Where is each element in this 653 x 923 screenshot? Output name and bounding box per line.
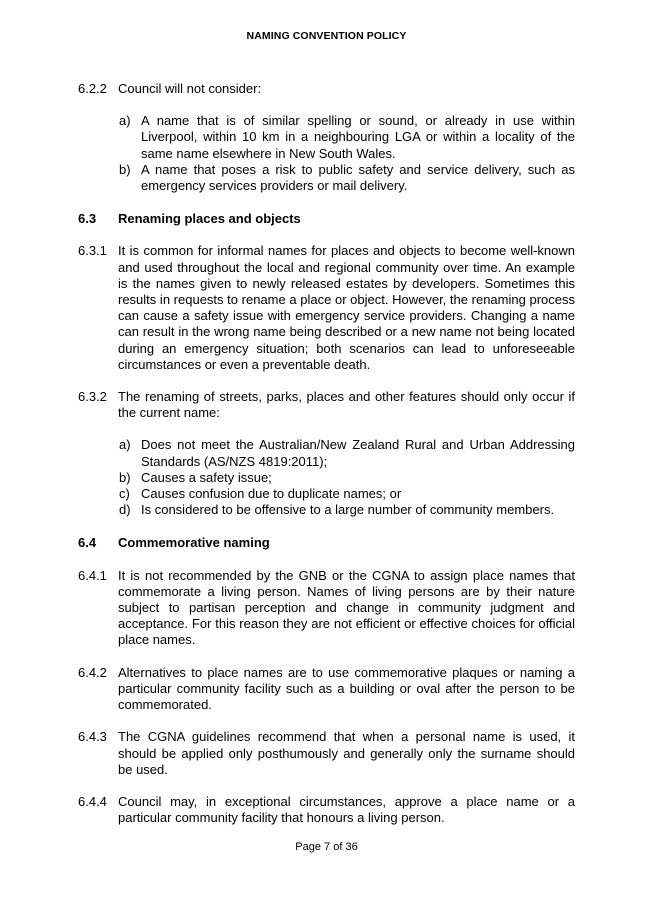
clause-6-4-2 xyxy=(78,665,575,714)
clause-text: The CGNA guidelines recommend that when a personal name is used, it should be applied only posthumously and generally only the surname should be used. xyxy=(118,729,575,777)
list-letter: b) xyxy=(119,161,131,177)
list-letter: a) xyxy=(119,437,131,453)
clause-number: 6.3.2 xyxy=(78,389,107,405)
clause-6-2-2-list xyxy=(119,113,575,194)
list-text: Does not meet the Australian/New Zealand Rural and Urban Addressing Standards (AS/NZS 4819:2011); xyxy=(141,437,575,469)
section-heading-6-3 xyxy=(78,211,575,227)
clause-6-4-1 xyxy=(78,568,575,649)
document-body xyxy=(78,81,575,826)
clause-number: 6.2.2 xyxy=(78,81,107,96)
clause-number: 6.4.4 xyxy=(78,793,107,809)
list-item xyxy=(119,470,575,486)
clause-number: 6.4.3 xyxy=(78,729,107,745)
list-text: A name that poses a risk to public safety and service delivery, such as emergency services providers or mail delivery. xyxy=(141,161,575,194)
clause-6-3-1 xyxy=(78,243,575,373)
list-item xyxy=(119,162,575,194)
clause-6-3-2 xyxy=(78,389,575,421)
list-letter: c) xyxy=(119,486,130,502)
list-text: Causes a safety issue; xyxy=(141,469,272,485)
clause-text: It is not recommended by the GNB or the CGNA to assign place names that commemorate a living person. Names of living persons are by their nature subject to partisan perception and change in community judgment and acceptance. For this reason they are not efficient or effective choices for official place names. xyxy=(118,567,575,648)
list-text: Causes confusion due to duplicate names; or xyxy=(141,486,402,502)
list-letter: d) xyxy=(119,502,131,518)
clause-6-4-4 xyxy=(78,794,575,826)
list-item xyxy=(119,437,575,469)
list-item xyxy=(119,113,575,162)
clause-number: 6.3.1 xyxy=(78,243,107,259)
clause-number: 6.4.1 xyxy=(78,567,107,583)
clause-number: 6.4.2 xyxy=(78,664,107,680)
list-item xyxy=(119,502,575,518)
clause-text: The renaming of streets, parks, places and other features should only occur if the current name: xyxy=(118,389,575,421)
list-text: A name that is of similar spelling or sound, or already in use within Liverpool, within 10 km in a neighbouring LGA or within a locality of the same name elsewhere in New South Wales. xyxy=(141,113,575,161)
section-number: 6.3 xyxy=(78,211,97,227)
clause-text: Council will not consider: xyxy=(118,81,262,96)
section-title: Renaming places and objects xyxy=(118,211,301,227)
clause-text: It is common for informal names for places and objects to become well-known and used throughout the local and regional community over time. An example is the names given to newly released estates by developers. Sometimes this results in requests to rename a place or object. However, the renaming process can cause a safety issue with emergency service providers. Changing a name can result in the wrong name being described or a new name not being located during an emergency situation; both scenarios can lead to unforeseeable circumstances or even a preventable death. xyxy=(118,243,575,372)
section-number: 6.4 xyxy=(78,535,97,551)
section-title: Commemorative naming xyxy=(118,535,270,551)
clause-6-3-2-list xyxy=(119,437,575,518)
page-number: Page 7 of 36 xyxy=(295,841,358,853)
list-item xyxy=(119,486,575,502)
list-letter: a) xyxy=(119,113,131,129)
section-heading-6-4 xyxy=(78,535,575,551)
clause-text: Alternatives to place names are to use commemorative plaques or naming a particular community facility such as a building or oval after the person to be commemorated. xyxy=(118,664,575,713)
list-text: Is considered to be offensive to a large number of community members. xyxy=(141,502,555,518)
clause-text: Council may, in exceptional circumstances, approve a place name or a particular community facility that honours a living person. xyxy=(118,793,575,826)
clause-6-4-3 xyxy=(78,729,575,778)
clause-6-2-2 xyxy=(78,81,575,97)
page-header: NAMING CONVENTION POLICY xyxy=(246,30,407,42)
list-letter: b) xyxy=(119,469,131,485)
